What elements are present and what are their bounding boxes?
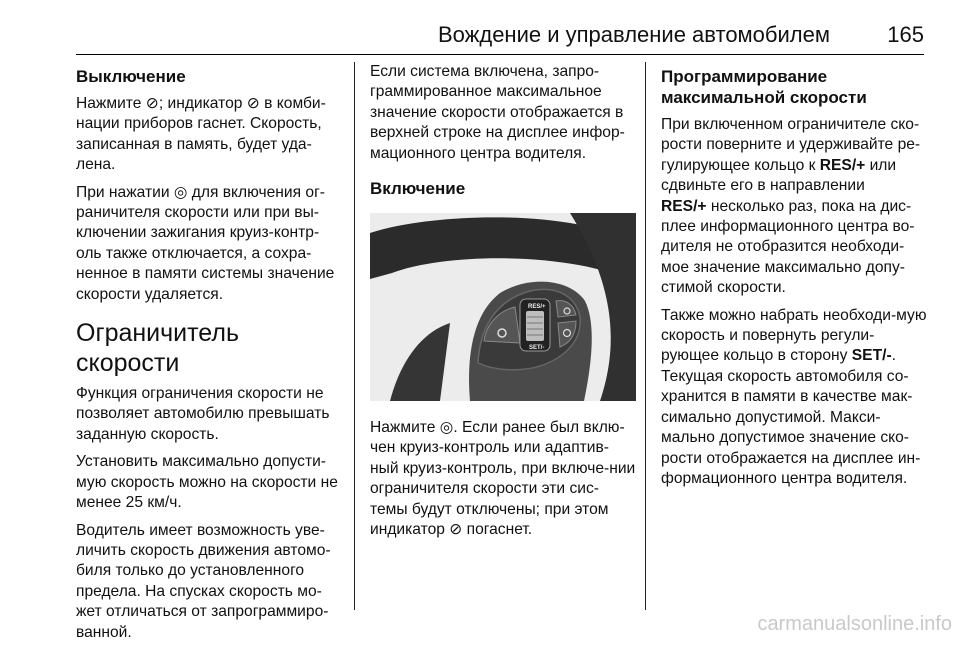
paragraph: Установить максимально допусти-мую скорость можно на скорости не менее 25 км/ч. <box>76 453 338 512</box>
paragraph: Также можно набрать необходи-мую скорость и повернуть регули-рующее кольцо в сторону SET/-. Текущая скорость автомобиля со-хранится в памяти в качестве мак-симально допустимой. Макси-мально допустимое значение ско-рости отображается на дисплее ин-формационного центра водителя. <box>661 306 927 487</box>
res-plus-label: RES/+ <box>661 197 707 215</box>
paragraph: Нажмите ⊘; индикатор ⊘ в комби-нации приборов гаснет. Скорость, записанная в память, будет уда-лена. <box>76 95 326 174</box>
res-plus-label: RES/+ <box>819 156 866 174</box>
paragraph: Нажмите ◎. Если ранее был вклю-чен круиз-контроль или адаптив-ный круиз-контроль, при включе-нии ограничителя скорости эти сис-темы будут отключены; при этом индикатор ⊘ погаснет. <box>370 419 636 539</box>
paragraph: При включенном ограничителе ско-рости поверните и удерживайте ре-гулирующее кольцо к RES/+ или сдвиньте его в направлении RES/+ несколько раз, пока на дис-плее информационного центра во-дителя не отобразится необходи-мое значение максимально допу-стимой скорости. <box>661 116 921 297</box>
column-divider <box>354 62 355 610</box>
column-middle <box>370 62 636 547</box>
section-heading-limiter: Ограничитель скорости <box>76 319 239 378</box>
chapter-title: Вождение и управление автомобилем <box>437 22 830 47</box>
paragraph: Водитель имеет возможность уве-личить скорость движения автомо-биля только до установленного предела. На спусках скорость мо-жет отличаться от запрограммиро-ванной. <box>76 521 331 641</box>
column-right <box>661 62 929 496</box>
column-left <box>76 62 344 650</box>
section-heading-off: Выключение <box>76 67 186 86</box>
steering-wheel-figure <box>370 213 636 401</box>
paragraph: Функция ограничения скорости не позволяет автомобилю превышать заданную скорость. <box>76 385 330 443</box>
page-header <box>0 0 960 60</box>
watermark: carmanualsonline.info <box>757 613 952 635</box>
section-heading-program: Программирование максимальной скорости <box>661 67 867 107</box>
set-label: SET/- <box>529 345 545 352</box>
res-label: RES/+ <box>528 304 546 311</box>
column-divider <box>645 62 646 610</box>
set-minus-label: SET/- <box>851 347 892 365</box>
page-number: 165 <box>887 22 924 47</box>
paragraph: При нажатии ◎ для включения ог-раничителя скорости или при вы-ключении зажигания круиз-контр-оль также отключается, а сохра-ненное в памяти системы значение скорости удаляется. <box>76 183 335 303</box>
section-heading-on: Включение <box>370 179 466 199</box>
paragraph: Если система включена, запро-граммированное максимальное значение скорости отображается в верхней строке на дисплее инфор-мационного центра водителя. <box>370 63 625 162</box>
header-rule <box>76 54 924 55</box>
